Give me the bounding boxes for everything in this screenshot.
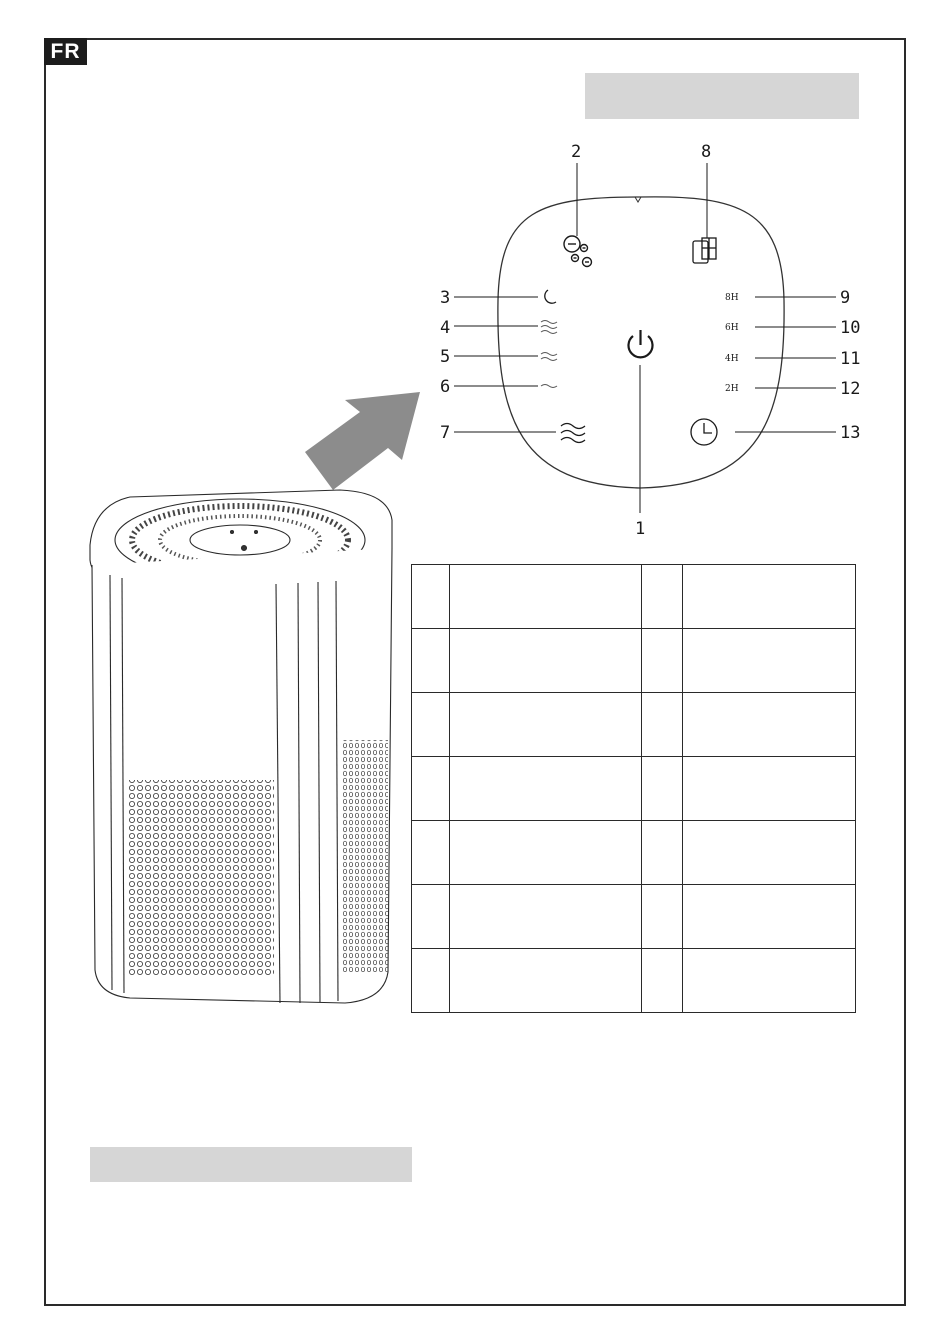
callout-8: 8 [701, 142, 712, 162]
callout-1: 1 [635, 519, 646, 539]
air-purifier-drawing [90, 490, 392, 1003]
callout-12: 12 [840, 379, 861, 399]
callout-9: 9 [840, 288, 851, 308]
auto-mode-icon [561, 424, 585, 443]
pointer-arrow [305, 392, 420, 490]
fan-speed-1-icon [541, 385, 557, 388]
timer-label-8h: 8H [725, 293, 739, 303]
power-icon [629, 330, 653, 357]
callout-2: 2 [571, 142, 582, 162]
fan-speed-2-icon [541, 353, 557, 361]
callout-4: 4 [440, 318, 451, 338]
table-row [412, 821, 856, 885]
language-badge: FR [44, 38, 87, 65]
ion-icon [564, 236, 592, 267]
callout-5: 5 [440, 347, 451, 367]
filter-reset-icon [693, 238, 716, 263]
callout-11: 11 [840, 349, 861, 369]
timer-clock-icon [691, 419, 717, 445]
table-row [412, 885, 856, 949]
callout-3: 3 [440, 288, 451, 308]
fan-speed-3-icon [541, 321, 557, 334]
callout-10: 10 [840, 318, 861, 338]
table-row [412, 757, 856, 821]
table-row [412, 565, 856, 629]
table-row [412, 949, 856, 1013]
callout-7: 7 [440, 423, 451, 443]
callout-13: 13 [840, 423, 861, 443]
table-row [412, 693, 856, 757]
timer-label-4h: 4H [725, 354, 739, 364]
timer-label-6h: 6H [725, 323, 739, 333]
sleep-moon-icon [545, 290, 556, 303]
callout-6: 6 [440, 377, 451, 397]
leader-lines [454, 163, 836, 513]
table-row [412, 629, 856, 693]
parts-table [411, 564, 856, 1013]
timer-label-2h: 2H [725, 384, 739, 394]
